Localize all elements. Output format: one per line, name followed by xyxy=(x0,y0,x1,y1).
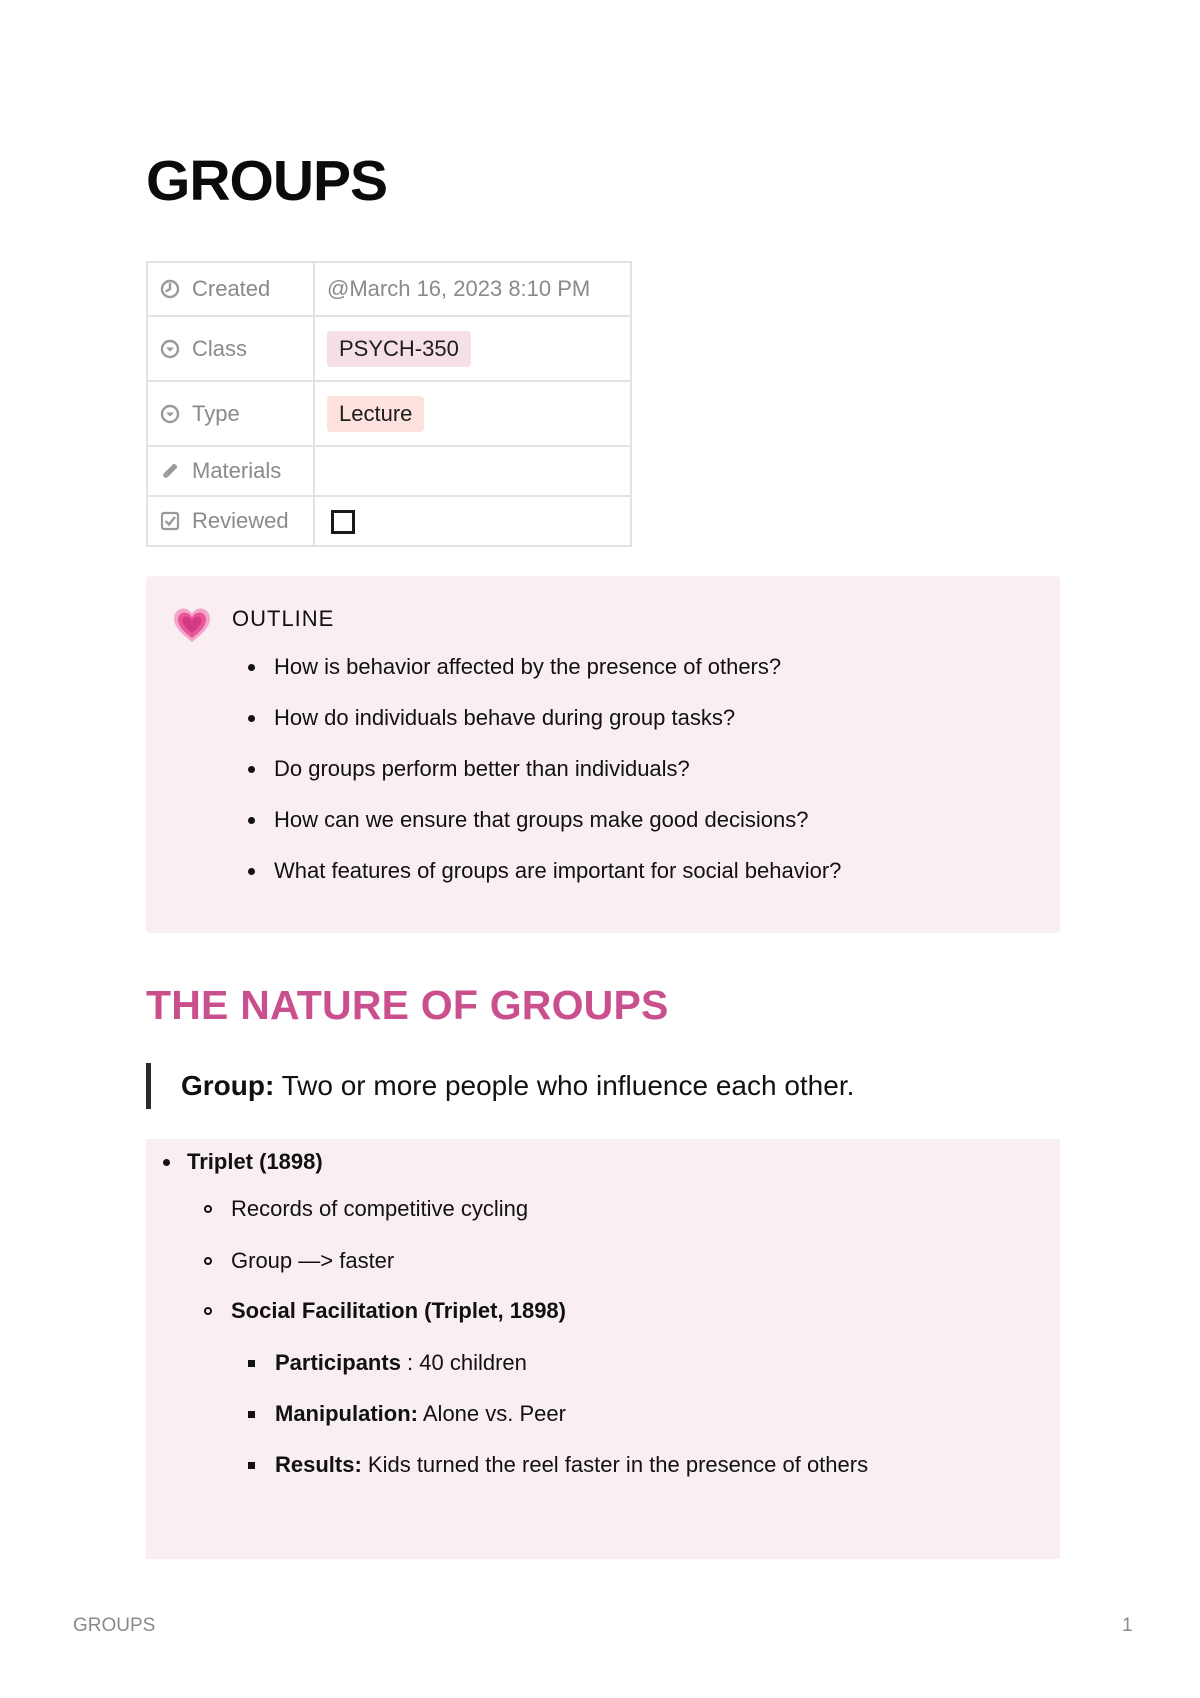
section-heading: THE NATURE OF GROUPS xyxy=(146,982,669,1028)
property-key: Materials xyxy=(192,458,282,483)
property-row-class xyxy=(147,316,631,381)
list-item: How can we ensure that groups make good decisions? xyxy=(248,807,841,858)
list-item: Manipulation: Alone vs. Peer xyxy=(248,1401,566,1427)
list-item: How do individuals behave during group tasks? xyxy=(248,705,841,756)
list-item xyxy=(204,1298,566,1324)
quote-term: Group: xyxy=(181,1070,275,1101)
property-key: Class xyxy=(192,335,248,361)
page-title: GROUPS xyxy=(146,149,388,213)
property-key: Type xyxy=(192,400,240,426)
list-item: Group —> faster xyxy=(204,1248,394,1274)
property-key: Created xyxy=(192,276,271,301)
list-item: Participants : 40 children xyxy=(248,1350,527,1376)
bullet-icon xyxy=(248,1360,255,1367)
outline-callout xyxy=(146,576,1060,933)
page-number: 1 xyxy=(1122,1615,1133,1636)
footer-title: GROUPS xyxy=(73,1615,156,1636)
property-row-materials xyxy=(147,446,631,496)
list-item: Results: Kids turned the reel faster in the presence of others xyxy=(248,1452,868,1478)
materials-value[interactable] xyxy=(314,446,631,496)
bullet-icon xyxy=(204,1307,212,1315)
clock-icon xyxy=(160,279,180,299)
select-icon xyxy=(160,404,180,424)
toggle-block[interactable] xyxy=(146,1139,1060,1559)
outline-list xyxy=(248,654,841,909)
list-item: What features of groups are important for social behavior? xyxy=(248,858,841,909)
property-row-created xyxy=(147,262,631,316)
property-key: Reviewed xyxy=(192,508,289,533)
bullet-icon xyxy=(248,1411,255,1418)
list-item: Records of competitive cycling xyxy=(204,1196,528,1222)
checkbox-icon xyxy=(160,511,180,531)
callout-title: OUTLINE xyxy=(232,606,335,631)
class-tag[interactable]: PSYCH-350 xyxy=(327,331,471,367)
toggle-title-row[interactable] xyxy=(160,1149,323,1175)
properties-table xyxy=(146,261,632,547)
toggle-title: Triplet (1898) xyxy=(187,1149,323,1174)
definition-quote xyxy=(146,1063,854,1109)
property-row-type xyxy=(147,381,631,446)
list-item: How is behavior affected by the presence of others? xyxy=(248,654,841,705)
quote-definition: Two or more people who influence each other. xyxy=(274,1070,855,1101)
heart-icon xyxy=(172,606,212,646)
bullet-icon xyxy=(204,1205,212,1213)
subheading: Social Facilitation (Triplet, 1898) xyxy=(231,1298,566,1323)
type-tag[interactable]: Lecture xyxy=(327,396,424,432)
list-item: Do groups perform better than individuals? xyxy=(248,756,841,807)
select-icon xyxy=(160,339,180,359)
created-date: @March 16, 2023 8:10 PM xyxy=(327,276,591,301)
bullet-icon xyxy=(248,1462,255,1469)
paperclip-icon xyxy=(160,461,180,481)
bullet-icon xyxy=(163,1159,170,1166)
bullet-icon xyxy=(204,1257,212,1265)
reviewed-checkbox[interactable] xyxy=(331,510,355,534)
property-row-reviewed xyxy=(147,496,631,546)
